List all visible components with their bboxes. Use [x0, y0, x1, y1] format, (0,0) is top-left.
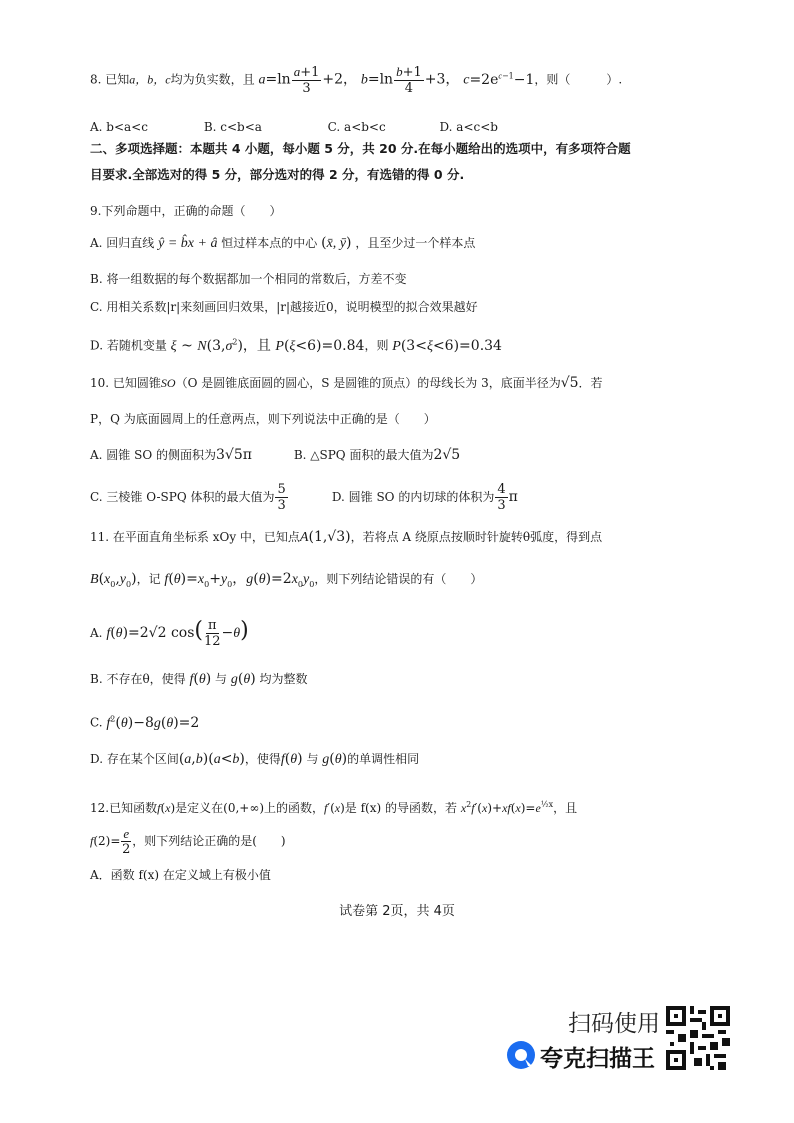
q8-option-c: C. a<b<c [327, 120, 386, 134]
q8-number: 8. [90, 72, 102, 87]
q9-option-d: D. 若随机变量 ξ ~ $N(3,\sigma^2)$，且 P(ξ<6)=0.84，则 P(3<ξ<6)=0.34 [90, 337, 502, 354]
q12-option-a: A．函数 f(x) 在定义域上有极小值 [90, 868, 271, 882]
q11-option-b: B. 不存在θ，使得 f(θ) 与 g(θ) 均为整数 [90, 671, 308, 687]
q11-stem-line2: $B(x_0,y_0)$，记 $f(\theta)=x_0+y_0$，$g(\theta)=2x_0y_0$，则下列结论错误的有（ ） [90, 571, 483, 589]
q11-option-c: C. $f^2(\theta)-8g(\theta)=2$ [90, 714, 200, 731]
q9-option-b: B. 将一组数据的每个数据都加一个相同的常数后，方差不变 [90, 272, 407, 286]
q11-option-a: A. f(θ)=2√2 cos( $\frac{\pi}{12}$ −θ) [90, 618, 249, 649]
scanner-brand: 夸克扫描王 [540, 1046, 655, 1072]
scanner-caption: 扫码使用 [568, 1011, 660, 1037]
q11-stem-line1: 11. 在平面直角坐标系 xOy 中，已知点A(1,√3)，若将点 A 绕原点按顺时针旋转θ弧度，得到点 [90, 529, 603, 545]
q12-stem-line2: f(2)= $\frac{e}{2}$ ，则下列结论正确的是( ) [90, 826, 286, 857]
section-2-heading-line2: 目要求.全部选对的得 5 分，部分选对的得 2 分，有选错的得 0 分. [90, 167, 465, 182]
q10-options-cd: C. 三棱锥 O-SPQ 体积的最大值为 $\frac{5}{3}$ D. 圆锥 SO 的内切球的体积为 $\frac{4}{3}$ π [90, 482, 518, 513]
q8-option-d: D. a<c<b [439, 120, 498, 134]
q10-stem-line1: 10. 已知圆锥SO（O 是圆锥底面圆的圆心，S 是圆锥的顶点）的母线长为 3，底面半径为√5．若 [90, 375, 603, 391]
q10-stem-line2: P，Q 为底面圆周上的任意两点，则下列说法中正确的是（ ） [90, 412, 436, 426]
q8-option-b: B. c<b<a [203, 120, 262, 134]
q12-stem-line1: 12.已知函数f(x)是定义在(0,+∞)上的函数，f′(x)是 f(x) 的导函数，若 $x^2f'(x)+xf(x)=e^{\frac{1}{2}x}$，且 [90, 800, 578, 815]
question-8: 8. 已知a，b，c均为负实数，且 a=ln $\frac{a+1}{3}$ +2， b=ln $\frac{b+1}{4}$ +3， $c=2e^{c-1}-1$，则（ ）. [90, 64, 623, 97]
q8-formula-a: a [258, 72, 266, 88]
section-2-heading-line1: 二、多项选择题：本题共 4 小题，每小题 5 分，共 20 分.在每小题给出的选项中，有多项符合题 [90, 141, 631, 156]
q9-stem: 9.下列命题中，正确的命题（ ） [90, 204, 282, 218]
q11-option-d: D. 存在某个区间(a,b)(a<b)，使得f(θ) 与 g(θ)的单调性相同 [90, 751, 420, 767]
q8-option-a: A. b<a<c [90, 120, 148, 134]
q8-options [90, 118, 754, 136]
page-footer: 试卷第 2页，共 4页 [339, 904, 455, 919]
qr-code-icon [666, 1006, 730, 1070]
q9-option-a: A. 回归直线 ŷ = b̂x + â 恒过样本点的中心 (x̄, ȳ) ，且至少过一个样本点 [90, 235, 476, 251]
q9-option-c: C. 用相关系数|r|来刻画回归效果，|r|越接近0，说明模型的拟合效果越好 [90, 300, 478, 314]
q10-options-ab: A. 圆锥 SO 的侧面积为3√5π B. △SPQ 面积的最大值为2√5 [90, 447, 461, 463]
quark-logo-icon [506, 1040, 536, 1070]
